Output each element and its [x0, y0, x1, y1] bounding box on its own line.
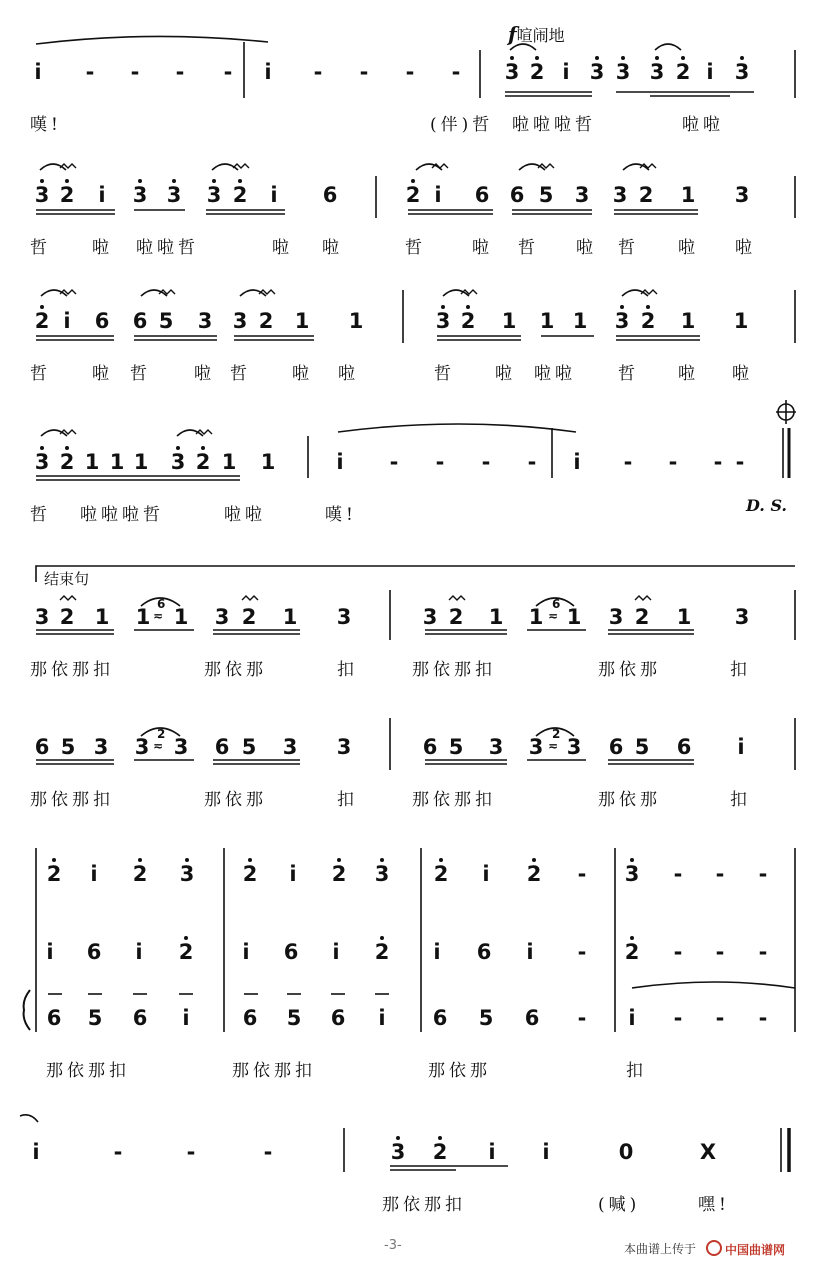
lyric-text: 那依那扣 — [382, 1195, 466, 1215]
dash-note: - — [673, 1006, 683, 1030]
note: i — [182, 1006, 190, 1030]
note: i — [46, 940, 54, 964]
dash-note: - — [435, 450, 445, 474]
note: 2 — [59, 605, 75, 629]
octave-dot — [172, 179, 176, 183]
note: 3 — [612, 309, 632, 333]
note: 3 — [134, 735, 150, 759]
note: 3 — [488, 735, 504, 759]
note: 2 — [403, 183, 423, 207]
octave-dot — [621, 56, 625, 60]
note: 2 — [448, 605, 464, 629]
lyric-text: 啦 — [194, 364, 215, 384]
lyric-text: 啦 — [272, 238, 293, 258]
note: i — [542, 1140, 550, 1164]
note: 3 — [734, 183, 750, 207]
octave-dot — [52, 858, 56, 862]
dash-note: - — [713, 450, 723, 474]
note: 5 — [241, 735, 257, 759]
note: i — [488, 1140, 496, 1164]
note: 3 — [164, 183, 184, 207]
lyric-text: 啦啦 — [682, 115, 724, 135]
note: 1 — [94, 605, 110, 629]
note: 2 — [57, 183, 77, 207]
lyric-text: 啦啦哲 — [136, 238, 199, 258]
note: i — [264, 60, 272, 84]
svg-text:6: 6 — [157, 597, 166, 611]
note: 1 — [680, 309, 696, 333]
dash-note: - — [758, 940, 768, 964]
dash-note: - — [758, 862, 768, 886]
lyric-text: 嘆! — [325, 505, 357, 525]
note: i — [336, 450, 344, 474]
lyric-text: 啦啦啦哲 — [512, 115, 596, 135]
dash-note: - — [481, 450, 491, 474]
note: 2 — [32, 309, 52, 333]
note: 3 — [647, 60, 667, 84]
note: 6 — [476, 940, 492, 964]
note: 3 — [502, 60, 522, 84]
note: 6 — [214, 735, 230, 759]
lyric-text: 那依那 — [204, 790, 267, 810]
lyric-text: 扣 — [730, 660, 751, 680]
note: 5 — [286, 1006, 302, 1030]
note: 2 — [634, 605, 650, 629]
dash-note: - — [175, 60, 185, 84]
note: 1 — [566, 605, 582, 629]
note: 1 — [680, 183, 696, 207]
octave-dot — [630, 858, 634, 862]
lyric-text: 哲 — [618, 364, 639, 384]
dash-note: - — [389, 450, 399, 474]
dash-note: - — [527, 450, 537, 474]
note: 3 — [168, 450, 188, 474]
dash-note: - — [673, 940, 683, 964]
note: 3 — [574, 183, 590, 207]
note: 5 — [87, 1006, 103, 1030]
note: i — [378, 1006, 386, 1030]
octave-dot — [510, 56, 514, 60]
dash-note: - — [113, 1140, 123, 1164]
note: 2 — [57, 450, 77, 474]
note: 6 — [132, 309, 148, 333]
note: 6 — [330, 1006, 346, 1030]
note: 3 — [622, 862, 642, 886]
note: 2 — [240, 862, 260, 886]
note: 3 — [93, 735, 109, 759]
note: 2 — [431, 862, 451, 886]
note: 3 — [388, 1140, 408, 1164]
note: 6 — [676, 735, 692, 759]
lyric-text: 啦 — [732, 364, 753, 384]
octave-dot — [380, 936, 384, 940]
octave-dot — [40, 305, 44, 309]
octave-dot — [185, 858, 189, 862]
lyric-text: 扣 — [626, 1061, 647, 1081]
note: 6 — [86, 940, 102, 964]
footer-uploaded: 本曲谱上传于 — [624, 1242, 697, 1256]
note: i — [562, 60, 570, 84]
lyric-text: 啦 — [92, 364, 113, 384]
note: 1 — [348, 309, 364, 333]
note: 6 — [422, 735, 438, 759]
note: 3 — [177, 862, 197, 886]
dash-note: - — [130, 60, 140, 84]
octave-dot — [40, 446, 44, 450]
octave-dot — [439, 858, 443, 862]
svg-text:≂: ≂ — [548, 739, 559, 753]
note: 5 — [634, 735, 650, 759]
lyric-text: 那依那扣 — [412, 660, 496, 680]
note: 3 — [173, 735, 189, 759]
octave-dot — [535, 56, 539, 60]
note: 1 — [133, 450, 149, 474]
note: 5 — [538, 183, 554, 207]
note: 1 — [676, 605, 692, 629]
note: 6 — [524, 1006, 540, 1030]
note: 2 — [673, 60, 693, 84]
note: i — [270, 183, 278, 207]
octave-dot — [411, 179, 415, 183]
note: 6 — [432, 1006, 448, 1030]
note: 3 — [232, 309, 248, 333]
note: 2 — [176, 940, 196, 964]
dash-note: - — [623, 450, 633, 474]
note: 3 — [32, 183, 52, 207]
note: 1 — [109, 450, 125, 474]
lyric-text: 啦 — [678, 238, 699, 258]
note: 2 — [638, 309, 658, 333]
dash-note: - — [758, 1006, 768, 1030]
lyric-text: 扣 — [337, 790, 358, 810]
note: i — [289, 862, 297, 886]
note: 1 — [539, 309, 555, 333]
octave-dot — [380, 858, 384, 862]
note: 2 — [130, 862, 150, 886]
octave-dot — [655, 56, 659, 60]
note: i — [628, 1006, 636, 1030]
note: 1 — [84, 450, 100, 474]
note: i — [433, 940, 441, 964]
svg-text:2: 2 — [552, 727, 561, 741]
dash-note: - — [715, 940, 725, 964]
lyric-text: (喊) — [598, 1195, 641, 1215]
note: 6 — [34, 735, 50, 759]
note: i — [434, 183, 442, 207]
note: 2 — [622, 940, 642, 964]
octave-dot — [201, 446, 205, 450]
dash-note: - — [263, 1140, 273, 1164]
lyric-text: 扣 — [730, 790, 751, 810]
note: 2 — [430, 1140, 450, 1164]
lyric-text: 啦啦啦哲 — [80, 505, 164, 525]
note: 1 — [282, 605, 298, 629]
octave-dot — [40, 179, 44, 183]
octave-dot — [238, 179, 242, 183]
octave-dot — [337, 858, 341, 862]
site-logo-icon — [706, 1240, 722, 1256]
lyric-text: 扣 — [337, 660, 358, 680]
note: i — [63, 309, 71, 333]
dash-note: - — [715, 862, 725, 886]
lyric-text: 啦 — [495, 364, 516, 384]
svg-text:2: 2 — [157, 727, 166, 741]
note: 3 — [130, 183, 150, 207]
svg-text:6: 6 — [552, 597, 561, 611]
dash-note: - — [313, 60, 323, 84]
note: 3 — [32, 450, 52, 474]
note: 3 — [336, 605, 352, 629]
note: 2 — [524, 862, 544, 886]
note: 1 — [173, 605, 189, 629]
dash-note: - — [577, 940, 587, 964]
lyric-text: 哲 — [618, 238, 639, 258]
lyric-text: 哲 — [230, 364, 251, 384]
note: 3 — [734, 605, 750, 629]
note: i — [526, 940, 534, 964]
page-number: -3- — [384, 1238, 402, 1253]
octave-dot — [184, 936, 188, 940]
note: 3 — [433, 309, 453, 333]
note: i — [737, 735, 745, 759]
lyric-text: 啦 — [576, 238, 597, 258]
note: 1 — [221, 450, 237, 474]
lyric-text: 那依那扣 — [232, 1061, 316, 1081]
lyric-text: 那依那扣 — [46, 1061, 130, 1081]
note: 5 — [478, 1006, 494, 1030]
lyric-text: 啦啦 — [224, 505, 266, 525]
lyric-text: 哲 — [518, 238, 539, 258]
dash-note: - — [451, 60, 461, 84]
note: 2 — [458, 309, 478, 333]
octave-dot — [138, 179, 142, 183]
note: 1 — [733, 309, 749, 333]
note: i — [90, 862, 98, 886]
svg-text:≂: ≂ — [548, 609, 559, 623]
lyric-text: 哲 — [130, 364, 151, 384]
octave-dot — [646, 305, 650, 309]
lyric-text: 哲 — [434, 364, 455, 384]
lyric-text: 啦 — [678, 364, 699, 384]
dash-note: - — [186, 1140, 196, 1164]
site-name: 中国曲谱网 — [725, 1243, 786, 1257]
note: 6 — [46, 1006, 62, 1030]
lyric-text: 啦 — [322, 238, 343, 258]
note: 3 — [528, 735, 544, 759]
note: 3 — [197, 309, 213, 333]
lyric-text: 哲 — [405, 238, 426, 258]
octave-dot — [65, 446, 69, 450]
dash-note: - — [715, 1006, 725, 1030]
dash-note: - — [577, 862, 587, 886]
lyric-text: 嘿! — [698, 1195, 730, 1215]
octave-dot — [396, 1136, 400, 1140]
octave-dot — [248, 858, 252, 862]
octave-dot — [212, 179, 216, 183]
note: i — [482, 862, 490, 886]
note: 2 — [329, 862, 349, 886]
note: 3 — [34, 605, 50, 629]
note: 1 — [488, 605, 504, 629]
note: 3 — [732, 60, 752, 84]
lyric-text: 啦 — [735, 238, 756, 258]
lyric-text: 那依那扣 — [30, 660, 114, 680]
note: 3 — [613, 60, 633, 84]
note: i — [332, 940, 340, 964]
note: i — [34, 60, 42, 84]
note: 6 — [608, 735, 624, 759]
note: 3 — [372, 862, 392, 886]
lyric-text: 啦 — [292, 364, 313, 384]
forte-mark: f — [508, 22, 517, 46]
note: 1 — [501, 309, 517, 333]
note: 6 — [322, 183, 338, 207]
octave-dot — [532, 858, 536, 862]
note: 6 — [509, 183, 525, 207]
note: 5 — [158, 309, 174, 333]
lyric-text: 那依那扣 — [412, 790, 496, 810]
dash-note: - — [668, 450, 678, 474]
octave-dot — [630, 936, 634, 940]
note: 2 — [258, 309, 274, 333]
note: 6 — [283, 940, 299, 964]
note: i — [706, 60, 714, 84]
note: 6 — [474, 183, 490, 207]
dynamic-text: 喧闹地 — [516, 26, 565, 45]
dash-note: - — [735, 450, 745, 474]
lyric-text: 啦 — [338, 364, 359, 384]
lyric-text: 那依那 — [204, 660, 267, 680]
lyric-text: 那依那 — [428, 1061, 491, 1081]
dash-note: - — [359, 60, 369, 84]
note: 2 — [230, 183, 250, 207]
dash-note: - — [673, 862, 683, 886]
note: 2 — [241, 605, 257, 629]
note: i — [573, 450, 581, 474]
note: 0 — [618, 1140, 634, 1164]
note: i — [242, 940, 250, 964]
dash-note: - — [405, 60, 415, 84]
note: 1 — [294, 309, 310, 333]
note: 3 — [608, 605, 624, 629]
octave-dot — [176, 446, 180, 450]
lyric-text: 啦啦 — [534, 364, 576, 384]
note: 1 — [528, 605, 544, 629]
note: i — [135, 940, 143, 964]
octave-dot — [466, 305, 470, 309]
note: X — [699, 1140, 717, 1164]
lyric-text: 哲 — [30, 238, 51, 258]
note: 5 — [448, 735, 464, 759]
dal-segno-label: D. S. — [746, 496, 787, 515]
lyric-text: 哲 — [30, 505, 51, 525]
lyric-text: 啦 — [92, 238, 113, 258]
lyric-text: 哲 — [30, 364, 51, 384]
note: 1 — [260, 450, 276, 474]
lyric-text: (伴)哲 — [430, 115, 494, 135]
lyric-text: 那依那 — [598, 660, 661, 680]
note: 3 — [587, 60, 607, 84]
note: 3 — [612, 183, 628, 207]
note: 3 — [336, 735, 352, 759]
note: 6 — [242, 1006, 258, 1030]
octave-dot — [138, 858, 142, 862]
octave-dot — [740, 56, 744, 60]
lyric-text: 那依那扣 — [30, 790, 114, 810]
note: 5 — [60, 735, 76, 759]
dash-note: - — [85, 60, 95, 84]
note: 3 — [282, 735, 298, 759]
dash-note: - — [577, 1006, 587, 1030]
note: 2 — [527, 60, 547, 84]
note: 2 — [638, 183, 654, 207]
octave-dot — [595, 56, 599, 60]
note: i — [98, 183, 106, 207]
footer-site — [706, 1240, 785, 1258]
note: 1 — [135, 605, 151, 629]
octave-dot — [65, 179, 69, 183]
note: 3 — [214, 605, 230, 629]
svg-text:≂: ≂ — [153, 609, 164, 623]
note: 2 — [44, 862, 64, 886]
lyric-text: 啦 — [472, 238, 493, 258]
note: 3 — [566, 735, 582, 759]
dash-note: - — [223, 60, 233, 84]
lyric-text: 那依那 — [598, 790, 661, 810]
octave-dot — [620, 305, 624, 309]
note: 6 — [94, 309, 110, 333]
ending-label: 结束句 — [44, 570, 90, 588]
note: 2 — [372, 940, 392, 964]
lyric-text: 嘆! — [30, 115, 62, 135]
octave-dot — [441, 305, 445, 309]
svg-text:≂: ≂ — [153, 739, 164, 753]
note: 2 — [193, 450, 213, 474]
note: 3 — [204, 183, 224, 207]
octave-dot — [681, 56, 685, 60]
note: 1 — [572, 309, 588, 333]
note: 3 — [422, 605, 438, 629]
note: i — [32, 1140, 40, 1164]
note: 6 — [132, 1006, 148, 1030]
octave-dot — [438, 1136, 442, 1140]
